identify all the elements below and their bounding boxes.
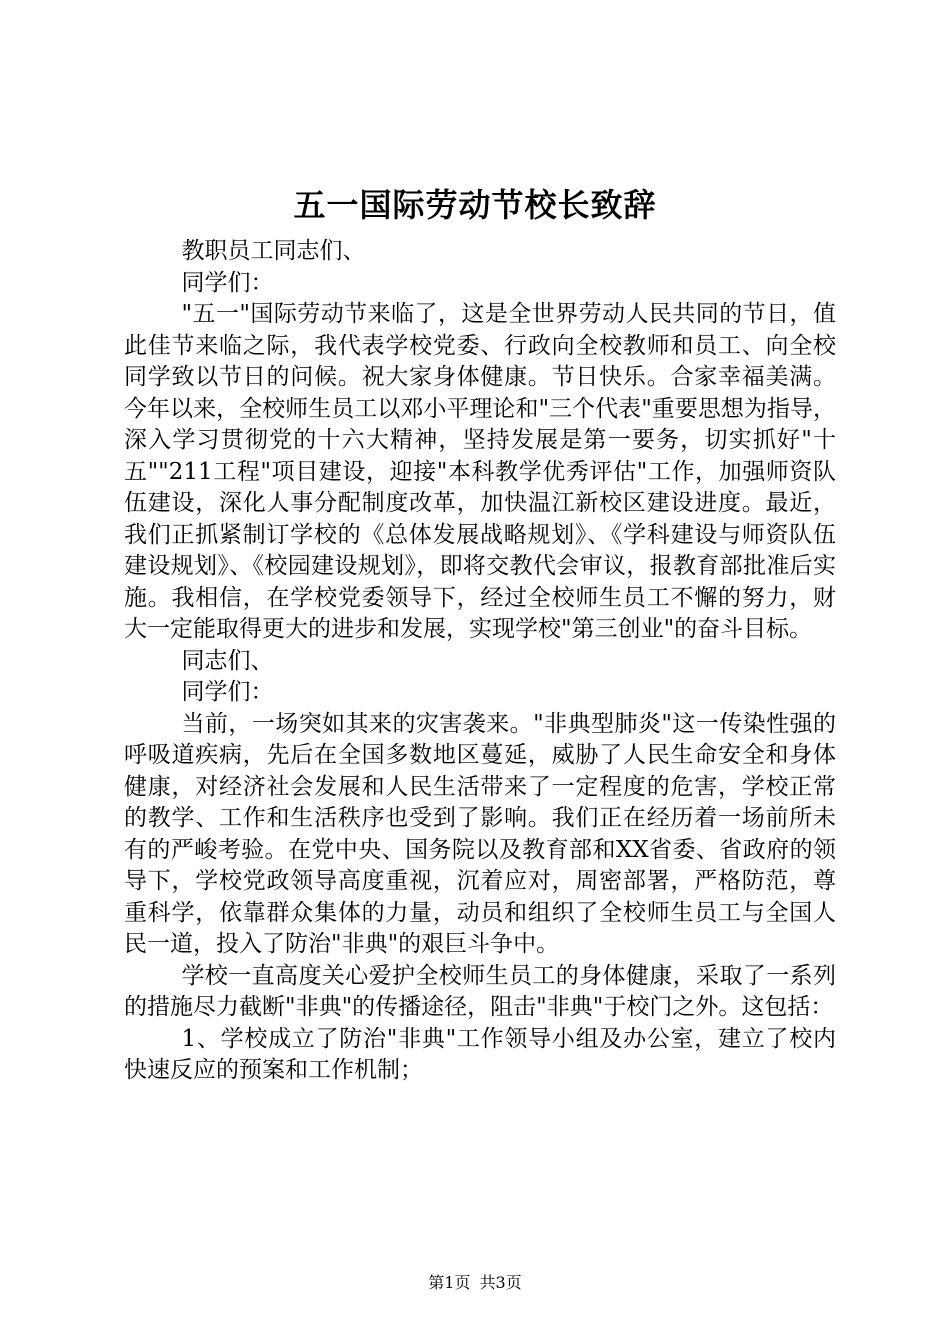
salutation-staff: 教职员工同志们、 — [181, 238, 366, 264]
paragraph-measure-1: 1、学校成立了防治"非典"工作领导小组及办公室，建立了校内快速反应的预案和工作机制； — [124, 1025, 836, 1083]
paragraph-holiday-greeting: "五一"国际劳动节来临了，这是全世界劳动人民共同的节日，值此佳节来临之际，我代表学校党委、行政向全校教师和员工、向全校同学致以节日的问候。祝大家身体健康。节日快乐。合家幸福美满。今年以来，全校师生员工以邓小平理论和"三个代表"重要思想为指导，深入学习贯彻党的十六大精神，坚持发展是第一要务，切实抓好"十五""211工程"项目建设，迎接"本科教学优秀评估"工作，加强师资队伍建设，深化人事分配制度改革，加快温江新校区建设进度。最近，我们正抓紧制订学校的《总体发展战略规划》、《学科建设与师资队伍建设规划》、《校园建设规划》，即将交教代会审议，报教育部批准后实施。我相信，在学校党委领导下，经过全校师生员工不懈的努力，财大一定能取得更大的进步和发展，实现学校"第三创业"的奋斗目标。 — [124, 301, 836, 642]
document-body — [124, 236, 836, 1087]
salutation-students-2: 同学们： — [181, 679, 274, 705]
paragraph-sars-situation: 当前，一场突如其来的灾害袭来。"非典型肺炎"这一传染性强的呼吸道疾病，先后在全国多数地区蔓延，威胁了人民生命安全和身体健康，对经济社会发展和人民生活带来了一定程度的危害，学校正常的教学、工作和生活秩序也受到了影响。我们正在经历着一场前所未有的严峻考验。在党中央、国务院以及教育部和XX省委、省政府的领导下，学校党政领导高度重视，沉着应对，周密部署，严格防范，尊重科学，依靠群众集体的力量，动员和组织了全校师生员工与全国人民一道，投入了防治"非典"的艰巨斗争中。 — [124, 710, 836, 957]
salutation-students: 同学们： — [181, 269, 274, 296]
page-number-footer: 第1页 共3页 — [428, 1273, 522, 1292]
document-title: 五一国际劳动节校长致辞 — [293, 186, 657, 224]
salutation-comrades: 同志们、 — [181, 647, 274, 674]
paragraph-school-measures: 学校一直高度关心爱护全校师生员工的身体健康，采取了一系列的措施尽力截断"非典"的传播途径，阻击"非典"于校门之外。这包括： — [124, 962, 836, 1020]
